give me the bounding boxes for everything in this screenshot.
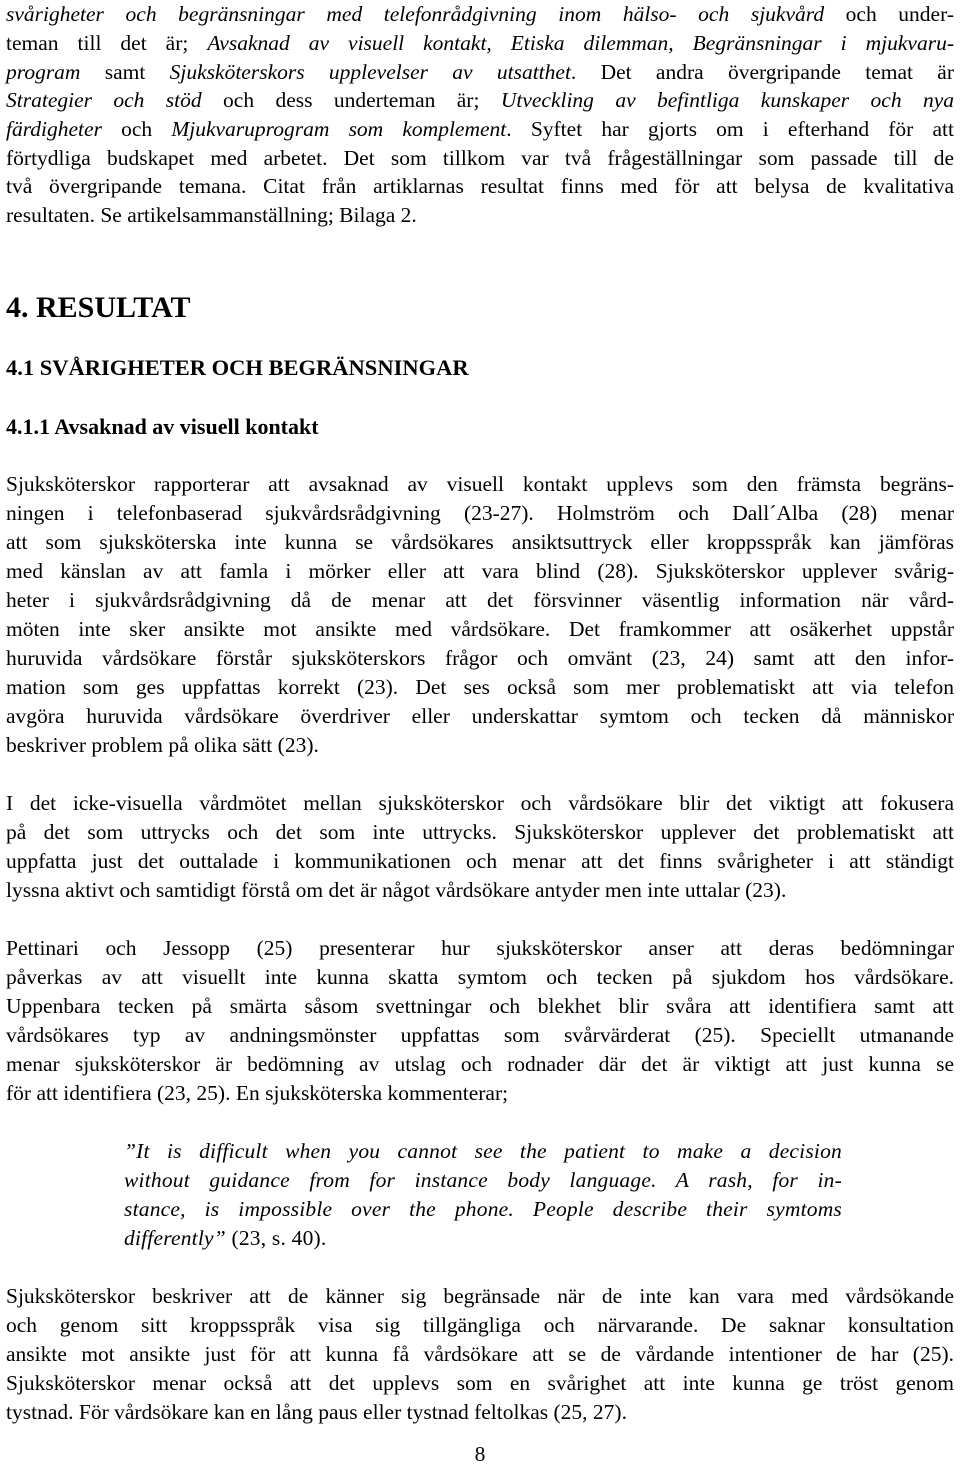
paragraph-line: med känslan av att famla i mörker eller att vara blind (28). Sjuksköterskor upplever svårig- xyxy=(6,559,954,583)
paragraph-line: möten inte sker ansikte mot ansikte med vårdsökare. Det framkommer att osäkerhet uppstår xyxy=(6,617,954,641)
quote-line: ”It is difficult when you cannot see the patient to make a decision xyxy=(124,1139,842,1163)
paragraph-line: Sjuksköterskor menar också att det upplevs som en svårighet att inte kunna ge tröst genom xyxy=(6,1371,954,1395)
paragraph-line: menar sjuksköterskor är bedömning av utslag och rodnader där det är viktigt att just kunna se xyxy=(6,1052,954,1076)
paragraph-line: beskriver problem på olika sätt (23). xyxy=(6,733,319,757)
intro-line: resultaten. Se artikelsammanställning; Bilaga 2. xyxy=(6,203,417,227)
paragraph-line: att som sjuksköterska inte kunna se vårdsökares ansiktsuttryck eller kroppsspråk kan jämföras xyxy=(6,530,954,554)
intro-line: teman till det är; Avsaknad av visuell kontakt, Etiska dilemman, Begränsningar i mjukvaru- xyxy=(6,31,954,55)
quote-line: differently” (23, s. 40). xyxy=(124,1226,327,1250)
paragraph-line: Uppenbara tecken på smärta såsom svettningar och blekhet blir svåra att identifiera samt att xyxy=(6,994,954,1018)
subsection-heading: 4.1 SVÅRIGHETER OCH BEGRÄNSNINGAR xyxy=(6,355,469,380)
paragraph-line: för att identifiera (23, 25). En sjuksköterska kommenterar; xyxy=(6,1081,509,1105)
intro-line: Strategier och stöd och dess underteman är; Utveckling av befintliga kunskaper och nya xyxy=(6,88,955,112)
subsubsection-heading: 4.1.1 Avsaknad av visuell kontakt xyxy=(6,414,319,439)
paragraph-line: tystnad. För vårdsökare kan en lång paus eller tystnad feltolkas (25, 27). xyxy=(6,1400,627,1424)
quote-line: without guidance from for instance body language. A rash, for in- xyxy=(124,1168,842,1192)
paragraph-line: avgöra huruvida vårdsökare överdriver eller underskattar symtom och tecken då människor xyxy=(6,704,954,728)
intro-line: två övergripande temana. Citat från artiklarnas resultat finns med för att belysa de kvalitativa xyxy=(6,174,954,198)
paragraph-line: mation som ges uppfattas korrekt (23). Det ses också som mer problematiskt att via telefon xyxy=(6,675,954,699)
paragraph-line: huruvida vårdsökare förstår sjuksköterskors frågor och omvänt (23, 24) samt att den infor- xyxy=(6,646,954,670)
paragraph-line: påverkas av att visuellt inte kunna skatta symtom och tecken på sjukdom hos vårdsökare. xyxy=(6,965,954,989)
paragraph-line: I det icke-visuella vårdmötet mellan sjuksköterskor och vårdsökare blir det viktigt att fokusera xyxy=(6,791,954,815)
paragraph-line: lyssna aktivt och samtidigt förstå om det är något vårdsökare antyder men inte uttalar (23). xyxy=(6,878,787,902)
paragraph-line: Sjuksköterskor beskriver att de känner sig begränsade när de inte kan vara med vårdsökande xyxy=(6,1284,954,1308)
section-heading: 4. RESULTAT xyxy=(6,291,191,324)
paragraph-line: uppfatta just det outtalade i kommunikationen och menar att det finns svårigheter i att ständigt xyxy=(6,849,954,873)
quote-line: stance, is impossible over the phone. People describe their symtoms xyxy=(124,1197,842,1221)
paragraph-line: på det som uttrycks och det som inte uttrycks. Sjuksköterskor upplever det problematiskt att xyxy=(6,820,954,844)
paragraph-line: Sjuksköterskor rapporterar att avsaknad av visuell kontakt upplevs som den främsta begräns- xyxy=(6,472,954,496)
page-number: 8 xyxy=(474,1442,486,1466)
paragraph-line: ansikte mot ansikte just för att kunna få vårdsökare att se de vårdande intentioner de har (25). xyxy=(6,1342,954,1366)
paragraph-line: vårdsökares typ av andningsmönster uppfattas som svårvärderat (25). Speciellt utmanande xyxy=(6,1023,954,1047)
paragraph-line: och genom sitt kroppsspråk visa sig tillgängliga och närvarande. De saknar konsultation xyxy=(6,1313,954,1337)
paragraph-line: ningen i telefonbaserad sjukvårdsrådgivning (23-27). Holmström och Dall´Alba (28) menar xyxy=(6,501,954,525)
intro-line: förtydliga budskapet med arbetet. Det som tillkom var två frågeställningar som passade till de xyxy=(6,146,954,170)
intro-line: färdigheter och Mjukvaruprogram som komplement. Syftet har gjorts om i efterhand för att xyxy=(6,117,954,141)
paragraph-line: heter i sjukvårdsrådgivning då de menar att det försvinner väsentlig information när vård- xyxy=(6,588,954,612)
intro-line: program samt Sjuksköterskors upplevelser av utsatthet. Det andra övergripande temat är xyxy=(6,60,955,84)
intro-line: svårigheter och begränsningar med telefonrådgivning inom hälso- och sjukvård och under- xyxy=(6,2,954,26)
paragraph-line: Pettinari och Jessopp (25) presenterar hur sjuksköterskor anser att deras bedömningar xyxy=(6,936,954,960)
